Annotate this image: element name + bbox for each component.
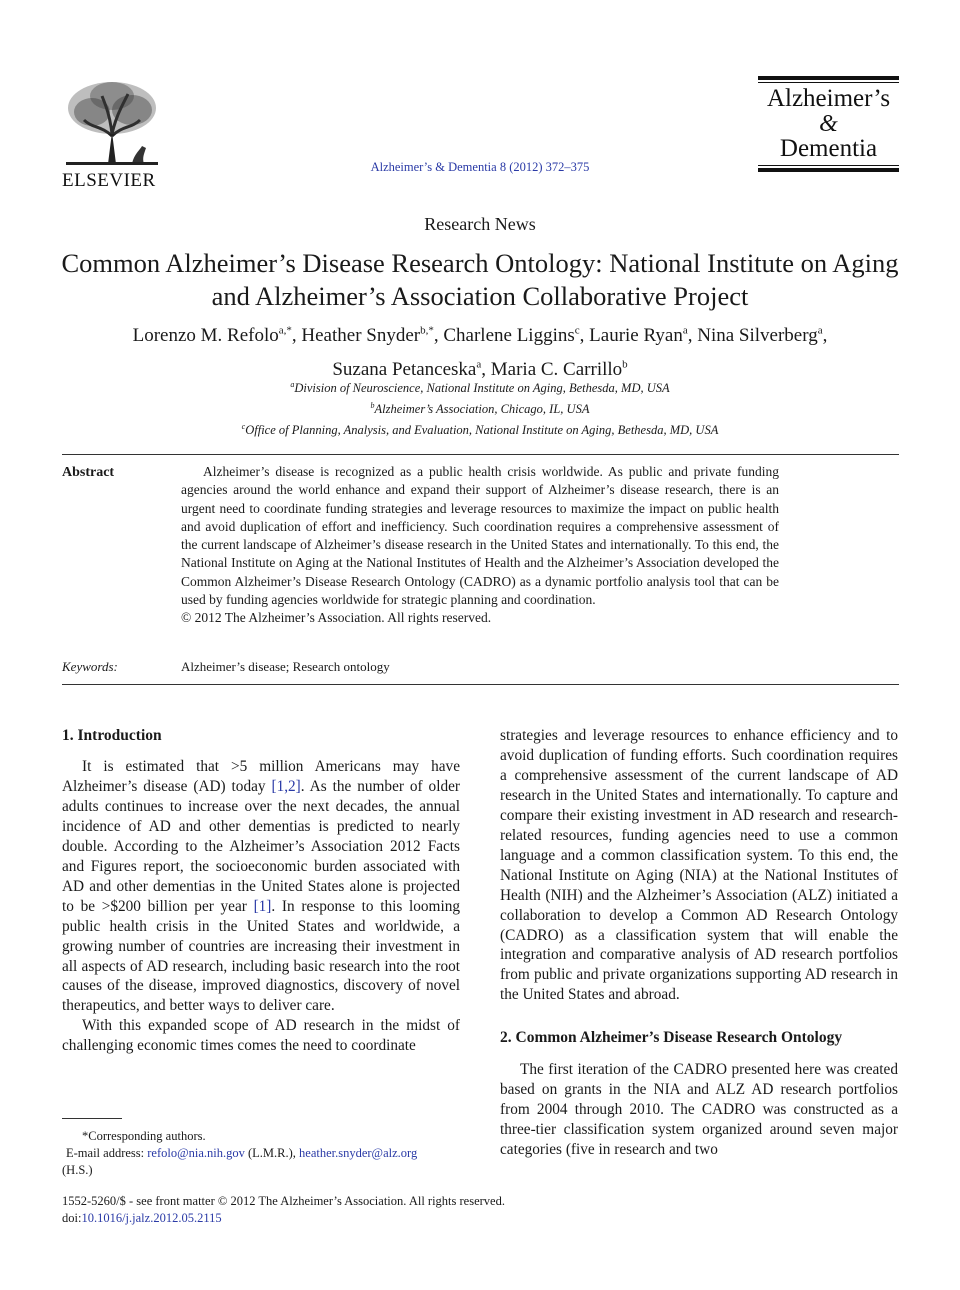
keywords-label: Keywords: [62, 659, 118, 674]
author: Charlene Liggins$^c$, [443, 325, 590, 347]
elsevier-tree-icon [62, 76, 162, 168]
email-link[interactable]: refolo@nia.nih.gov [147, 1146, 245, 1160]
author: Maria C. Carrillo$^b$ [490, 358, 628, 380]
abstract-rule-bottom [62, 684, 899, 685]
affiliations [40, 376, 920, 439]
author: Lorenzo M. Refolo$^{a,*}$, [132, 325, 302, 347]
author: Suzana Petanceska$^a$, [332, 358, 491, 380]
author-list [40, 317, 920, 384]
logo-rule-bottom-thin [758, 165, 899, 166]
citation-link[interactable]: [1] [253, 897, 272, 915]
corresponding-note: *Corresponding authors. [82, 1129, 206, 1143]
abstract-body [181, 463, 779, 628]
footnotes [62, 1128, 460, 1179]
journal-logo-line3: Dementia [779, 135, 878, 162]
issn-line: 1552-5260/$ - see front matter © 2012 The Alzheimer’s Association. All rights reserved. [62, 1194, 505, 1208]
citation-link[interactable]: [1,2] [271, 777, 301, 795]
journal-logo-line1: Alzheimer’s [766, 85, 891, 112]
footnote-rule [62, 1118, 122, 1119]
section-label: Research News [424, 214, 536, 234]
left-column [62, 726, 460, 1056]
paragraph: With this expanded scope of AD research in the midst of challenging economic times comes the need to coordinate [62, 1017, 460, 1055]
paragraph: strategies and leverage resources to enhance efficiency and to avoid duplication of funding efforts. Such coordination requires a comprehensive assessment of the current landscape of AD research in the United States and internationally. To capture and compare their existing investment in AD research and research-related resources, funding agencies need to use a common language and a common classification system. To this end, the National Institute on Aging (NIA) at the National Institutes of Health (NIH) and the Alzheimer’s Association (ALZ) initiated a collaboration to develop a Common AD Research Ontology (CADRO) as a classification system that will enable the integration and comparative analysis of AD research portfolios from public and private organizations supporting AD research in the United States and abroad. [500, 727, 898, 1004]
email-link[interactable]: heather.snyder@alz.org [299, 1146, 418, 1160]
abstract-rule-top [62, 454, 899, 455]
paragraph: It is estimated that >5 million Americans may have Alzheimer’s disease (AD) today [1,2]. As the number of older adults continues to increase over the next decades, the annual incidence of AD and other dementias is predicted to nearly double. According to the Alzheimer’s Association 2012 Facts and Figures report, the socioeconomic burden associated with AD and other dementias in the United States alone is projected to be >$200 billion per year [1]. In response to this looming public health crisis in the United States and worldwide, a growing number of countries are increasing their investment in all aspects of AD research, including basic research into the root causes of the disease, improved diagnostics, discovery of novel therapeutics, and better ways to deliver care. [62, 758, 460, 1015]
abstract-copyright: © 2012 The Alzheimer’s Association. All rights reserved. [181, 610, 492, 626]
affiliation: $^a$Division of Neuroscience, National Institute on Aging, Bethesda, MD, USA [290, 380, 670, 396]
abstract-text: Alzheimer’s disease is recognized as a public health crisis worldwide. As public and private funding agencies around the world enhance and expand their support of Alzheimer’s disease research, there is an urgent need to coordinate funding strategies and leverage resources to maximize the impact on public health and avoid duplication of effort and inefficiency. Such coordination requires a comprehensive assessment of the current landscape of Alzheimer’s disease research in the United States and internationally. To this end, the National Institute on Aging at the National Institutes of Health and the Alzheimer’s Association developed the Common Alzheimer’s Disease Research Ontology (CADRO) as a dynamic portfolio analysis tool that can be used by funding agencies worldwide for strategic planning and coordination. [181, 464, 779, 608]
logo-rule-top-thin [758, 82, 899, 83]
doi-link[interactable]: 10.1016/j.jalz.2012.05.2115 [81, 1211, 222, 1225]
journal-logo [758, 76, 899, 172]
doi-line: doi:10.1016/j.jalz.2012.05.2115 [62, 1211, 222, 1225]
publisher-name: ELSEVIER [62, 170, 156, 191]
email-note: E-mail address: refolo@nia.nih.gov (L.M.R.), heather.snyder@alz.org [66, 1146, 418, 1160]
right-column [500, 726, 898, 1160]
section-heading: 1. Introduction [62, 727, 162, 744]
logo-rule-bottom [758, 168, 899, 172]
keywords: Alzheimer’s disease; Research ontology [181, 659, 390, 674]
author: Nina Silverberg$^a$, [697, 325, 828, 347]
author: Laurie Ryan$^a$, [589, 325, 698, 347]
affiliation: $^c$Office of Planning, Analysis, and Evaluation, National Institute on Aging, Bethesda, MD, USA [241, 422, 719, 438]
footer [62, 1193, 662, 1227]
paragraph: The first iteration of the CADRO presented here was created based on grants in the NIA and ALZ AD research portfolios from 2004 through 2010. The CADRO was constructed as a three-tier classification system organized around seven major categories (five in research and two [500, 1061, 898, 1159]
section-heading: 2. Common Alzheimer’s Disease Research Ontology [500, 1029, 843, 1047]
article-title: Common Alzheimer’s Disease Research Ontology: National Institute on Aging and Alzheimer’s Association Collaborative Project [61, 248, 899, 311]
email-note-initials: (H.S.) [62, 1163, 93, 1177]
affiliation: $^b$Alzheimer’s Association, Chicago, IL, USA [370, 401, 590, 417]
journal-logo-ampersand: & [819, 111, 838, 137]
author: Heather Snyder$^{b,*}$, [301, 325, 444, 347]
journal-citation[interactable]: Alzheimer’s & Dementia 8 (2012) 372–375 [370, 160, 590, 174]
logo-rule-top [758, 76, 899, 80]
abstract-label: Abstract [62, 465, 115, 480]
